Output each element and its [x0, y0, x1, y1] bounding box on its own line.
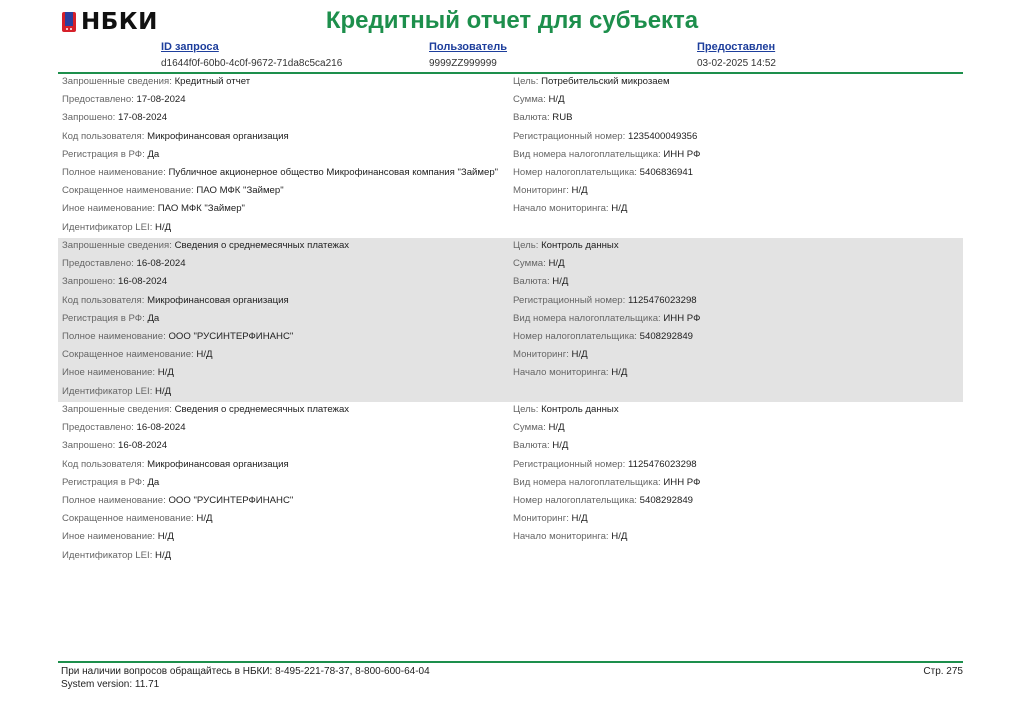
- field-full-name: [62, 167, 498, 179]
- field-label: Сумма:: [513, 258, 546, 270]
- field-requested-info: [62, 240, 349, 252]
- field-label: Начало мониторинга:: [513, 203, 609, 215]
- field-value: Н/Д: [571, 513, 588, 525]
- field-registration-rf: [62, 313, 159, 325]
- field-value: Сведения о среднемесячных платежах: [174, 240, 350, 251]
- field-purpose: [513, 404, 619, 416]
- field-registration-rf: [62, 149, 159, 161]
- field-value: Н/Д: [157, 531, 174, 543]
- field-value: Н/Д: [155, 385, 172, 397]
- inquiry-section: [58, 402, 963, 566]
- field-value: ООО "РУСИНТЕРФИНАНС": [168, 331, 294, 342]
- field-monitoring: [513, 513, 588, 525]
- field-value: 16-08-2024: [136, 422, 186, 434]
- field-other-name: [62, 367, 174, 379]
- field-taxpayer-number: [513, 331, 693, 343]
- field-value: Да: [147, 312, 160, 324]
- field-value: Н/Д: [155, 221, 172, 233]
- field-requested: [62, 440, 167, 452]
- page-title: Кредитный отчет для субъекта: [325, 7, 699, 34]
- field-label: Регистрационный номер:: [513, 294, 626, 306]
- field-label: Код пользователя:: [62, 130, 145, 142]
- field-value: Н/Д: [548, 258, 565, 270]
- field-label: Предоставлено:: [62, 258, 134, 270]
- meta-provided: [697, 40, 776, 70]
- field-value: Н/Д: [196, 349, 213, 361]
- field-other-name: [62, 531, 174, 543]
- field-label: Номер налогоплательщика:: [513, 495, 637, 506]
- field-taxpayer-number: [513, 167, 693, 179]
- field-user-code: [62, 131, 289, 143]
- field-registration-rf: [62, 477, 159, 489]
- field-label: Регистрационный номер:: [513, 130, 626, 142]
- field-value: 16-08-2024: [118, 440, 168, 452]
- meta-request-id: [161, 40, 342, 70]
- field-value: 16-08-2024: [136, 258, 186, 270]
- field-value: 1125476023298: [627, 458, 697, 470]
- field-lei: [62, 222, 171, 234]
- field-label: Валюта:: [513, 112, 550, 124]
- field-value: 1125476023298: [627, 294, 697, 306]
- field-label: Номер налогоплательщика:: [513, 331, 637, 342]
- field-label: Иное наименование:: [62, 367, 156, 379]
- field-value: Потребительский микрозаем: [541, 76, 670, 87]
- inquiry-section: [58, 238, 963, 402]
- field-label: Код пользователя:: [62, 294, 145, 306]
- field-label: Цель:: [513, 76, 539, 87]
- field-amount: [513, 422, 565, 434]
- field-value: Микрофинансовая организация: [147, 458, 289, 470]
- field-value: Н/Д: [552, 276, 569, 288]
- field-label: Сумма:: [513, 422, 546, 434]
- field-label: Сокращенное наименование:: [62, 349, 194, 361]
- field-value: Микрофинансовая организация: [147, 294, 289, 306]
- field-reg-number: [513, 131, 697, 143]
- meta-value: 9999ZZ999999: [429, 58, 497, 69]
- field-value: 17-08-2024: [118, 112, 168, 124]
- meta-user: [429, 40, 507, 70]
- field-value: Микрофинансовая организация: [147, 130, 289, 142]
- field-value: Н/Д: [548, 422, 565, 434]
- field-other-name: [62, 203, 245, 215]
- field-value: 17-08-2024: [136, 94, 186, 106]
- meta-value: 03-02-2025 14:52: [697, 58, 776, 69]
- page-number: Стр. 275: [923, 666, 963, 677]
- field-short-name: [62, 349, 213, 361]
- field-value: Н/Д: [571, 185, 588, 197]
- meta-label: Предоставлен: [697, 41, 776, 53]
- field-taxpayer-type: [513, 477, 700, 489]
- field-value: 16-08-2024: [118, 276, 168, 288]
- field-value: Н/Д: [611, 367, 628, 379]
- field-label: Идентификатор LEI:: [62, 549, 153, 561]
- field-short-name: [62, 185, 284, 197]
- meta-label: ID запроса: [161, 41, 219, 53]
- field-monitoring: [513, 349, 588, 361]
- field-value: ПАО МФК "Займер": [157, 203, 245, 215]
- meta-value: d1644f0f-60b0-4c0f-9672-71da8c5ca216: [161, 58, 343, 69]
- field-label: Код пользователя:: [62, 458, 145, 470]
- field-label: Полное наименование:: [62, 331, 166, 342]
- field-value: Н/Д: [611, 203, 628, 215]
- field-label: Регистрация в РФ:: [62, 312, 145, 324]
- field-value: Н/Д: [548, 94, 565, 106]
- field-label: Идентификатор LEI:: [62, 385, 153, 397]
- field-label: Запрошено:: [62, 276, 116, 288]
- field-label: Иное наименование:: [62, 203, 156, 215]
- field-reg-number: [513, 295, 697, 307]
- field-label: Запрошено:: [62, 440, 116, 452]
- field-value: Кредитный отчет: [174, 76, 251, 87]
- field-label: Регистрационный номер:: [513, 458, 626, 470]
- field-lei: [62, 386, 171, 398]
- field-value: Сведения о среднемесячных платежах: [174, 404, 350, 415]
- inquiry-section: [58, 74, 963, 238]
- field-purpose: [513, 240, 619, 252]
- field-label: Запрошено:: [62, 112, 116, 124]
- field-value: Н/Д: [155, 549, 172, 561]
- field-taxpayer-type: [513, 149, 700, 161]
- field-value: Н/Д: [196, 513, 213, 525]
- field-value: Публичное акционерное общество Микрофинансовая компания "Займер": [168, 167, 499, 178]
- field-value: Да: [147, 476, 160, 488]
- field-full-name: [62, 495, 293, 507]
- field-reg-number: [513, 459, 697, 471]
- footer-divider: [58, 661, 963, 663]
- footer-contact: При наличии вопросов обращайтесь в НБКИ: 8-495-221-78-37, 8-800-600-64-04: [61, 666, 430, 677]
- field-value: ИНН РФ: [663, 148, 701, 160]
- field-label: Запрошенные сведения:: [62, 404, 172, 415]
- field-label: Мониторинг:: [513, 185, 569, 197]
- field-label: Валюта:: [513, 276, 550, 288]
- field-purpose: [513, 76, 670, 88]
- field-monitoring: [513, 185, 588, 197]
- field-label: Мониторинг:: [513, 513, 569, 525]
- field-requested-info: [62, 404, 349, 416]
- field-label: Запрошенные сведения:: [62, 76, 172, 87]
- field-label: Мониторинг:: [513, 349, 569, 361]
- field-value: Контроль данных: [541, 404, 619, 415]
- field-currency: [513, 276, 568, 288]
- field-value: ИНН РФ: [663, 312, 701, 324]
- footer-system-version: System version: 11.71: [61, 678, 160, 690]
- field-value: 5408292849: [639, 495, 694, 506]
- field-value: ПАО МФК "Займер": [196, 185, 284, 197]
- meta-label: Пользователь: [429, 41, 508, 53]
- field-monitoring-start: [513, 203, 627, 215]
- field-label: Регистрация в РФ:: [62, 148, 145, 160]
- field-user-code: [62, 295, 289, 307]
- field-label: Иное наименование:: [62, 531, 156, 543]
- logo-text: НБКИ: [81, 9, 158, 35]
- field-label: Номер налогоплательщика:: [513, 167, 637, 178]
- field-full-name: [62, 331, 293, 343]
- field-currency: [513, 112, 573, 124]
- field-value: 1235400049356: [627, 130, 698, 142]
- field-value: Н/Д: [552, 440, 569, 452]
- field-provided: [62, 94, 186, 106]
- field-value: ИНН РФ: [663, 476, 701, 488]
- field-label: Вид номера налогоплательщика:: [513, 148, 661, 160]
- field-label: Запрошенные сведения:: [62, 240, 172, 251]
- field-label: Полное наименование:: [62, 167, 166, 178]
- field-monitoring-start: [513, 531, 627, 543]
- field-value: Н/Д: [571, 349, 588, 361]
- field-currency: [513, 440, 568, 452]
- field-label: Полное наименование:: [62, 495, 166, 506]
- field-label: Вид номера налогоплательщика:: [513, 476, 661, 488]
- field-provided: [62, 258, 186, 270]
- footer-info: [61, 666, 430, 691]
- field-value: RUB: [552, 112, 573, 124]
- field-amount: [513, 94, 565, 106]
- field-value: Н/Д: [611, 531, 628, 543]
- field-requested: [62, 112, 167, 124]
- field-user-code: [62, 459, 289, 471]
- field-label: Вид номера налогоплательщика:: [513, 312, 661, 324]
- field-value: Н/Д: [157, 367, 174, 379]
- field-requested-info: [62, 76, 250, 88]
- field-taxpayer-type: [513, 313, 700, 325]
- field-value: 5408292849: [639, 331, 694, 342]
- field-value: 5406836941: [639, 167, 694, 178]
- field-label: Валюта:: [513, 440, 550, 452]
- field-label: Регистрация в РФ:: [62, 476, 145, 488]
- field-lei: [62, 550, 171, 562]
- field-requested: [62, 276, 167, 288]
- field-label: Предоставлено:: [62, 94, 134, 106]
- field-label: Цель:: [513, 240, 539, 251]
- field-provided: [62, 422, 186, 434]
- field-label: Сумма:: [513, 94, 546, 106]
- field-label: Сокращенное наименование:: [62, 513, 194, 525]
- field-label: Идентификатор LEI:: [62, 221, 153, 233]
- field-label: Сокращенное наименование:: [62, 185, 194, 197]
- field-label: Начало мониторинга:: [513, 367, 609, 379]
- field-label: Начало мониторинга:: [513, 531, 609, 543]
- field-amount: [513, 258, 565, 270]
- field-monitoring-start: [513, 367, 627, 379]
- field-value: Контроль данных: [541, 240, 619, 251]
- field-label: Предоставлено:: [62, 422, 134, 434]
- field-value: ООО "РУСИНТЕРФИНАНС": [168, 495, 294, 506]
- field-label: Цель:: [513, 404, 539, 415]
- field-short-name: [62, 513, 213, 525]
- field-value: Да: [147, 148, 160, 160]
- field-taxpayer-number: [513, 495, 693, 507]
